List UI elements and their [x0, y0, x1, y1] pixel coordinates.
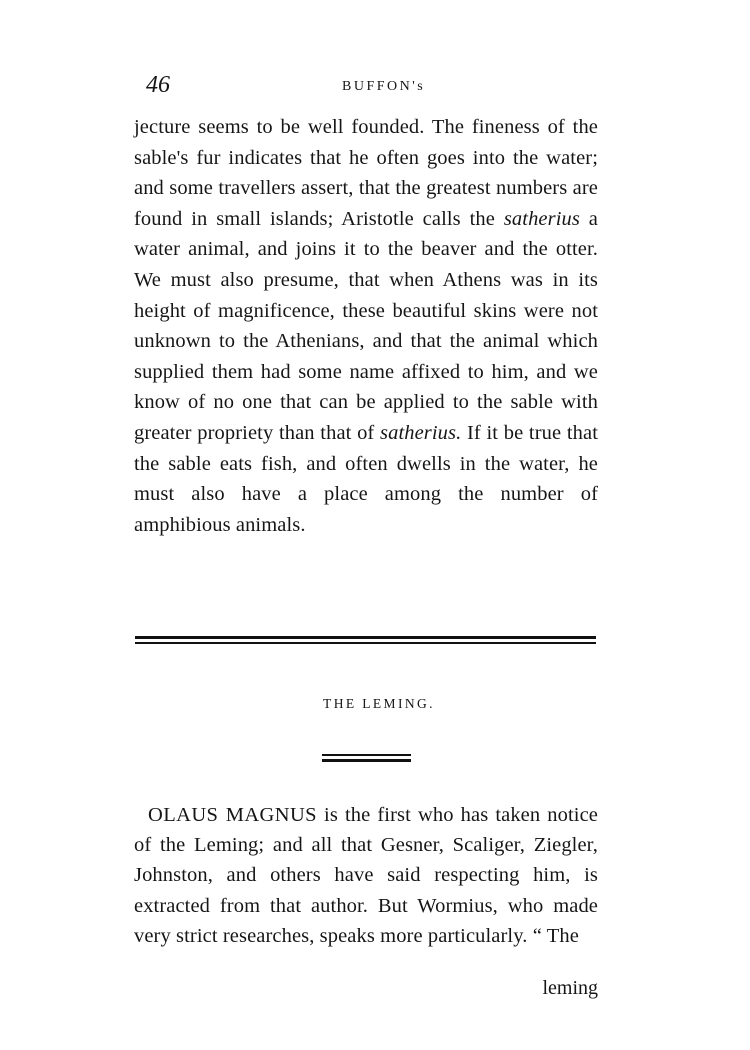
paragraph-2-text: is the first who has taken notice of the Leming; and all that Gesner, Scaliger, Ziegler, Johnston, and others have said respecting him, is extracted from that author. But Wormius, who made very strict researches, speaks more particularly. “ The	[134, 804, 598, 947]
paragraph-sable-continued	[134, 112, 598, 540]
title-ornament-rule	[322, 754, 411, 762]
paragraph-leming-intro	[134, 800, 598, 951]
italic-term-satherius: satherius	[503, 207, 580, 230]
ornament-rule-thin	[322, 754, 411, 756]
paragraph-2-lead-name: OLAUS MAGNUS	[148, 804, 317, 826]
divider-rule-thick	[135, 636, 596, 639]
running-head	[146, 72, 600, 104]
section-title: THE LEMING.	[323, 696, 435, 711]
ornament-rule-thick	[322, 759, 411, 762]
running-title: BUFFON's	[342, 79, 426, 94]
paragraph-1-text-b: a water animal, and joins it to the beaver and the otter. We must also presume, that when Athens was in its height of magnificence, these beautiful skins were not unknown to the Athenians, and that the animal which supplied them had some name affixed to him, and we know of no one that can be applied to the sable with greater propriety than that of	[134, 207, 598, 444]
paragraph-1-text-a: jecture seems to be well founded. The fineness of the sable's fur indicates that he often goes into the water; and some travellers assert, that the greatest numbers are found in small islands; Aristotle calls the	[134, 116, 598, 230]
divider-rule-thin	[135, 642, 596, 644]
page-number: 46	[146, 72, 170, 98]
section-divider-double-rule	[135, 636, 596, 644]
catchword: leming	[542, 977, 598, 999]
paragraph-1-text-c: If it be true that the sable eats fish, and often dwells in the water, he must also have a place among the number of amphibious animals.	[134, 421, 598, 536]
italic-term-satherius-2: satherius.	[380, 421, 462, 444]
